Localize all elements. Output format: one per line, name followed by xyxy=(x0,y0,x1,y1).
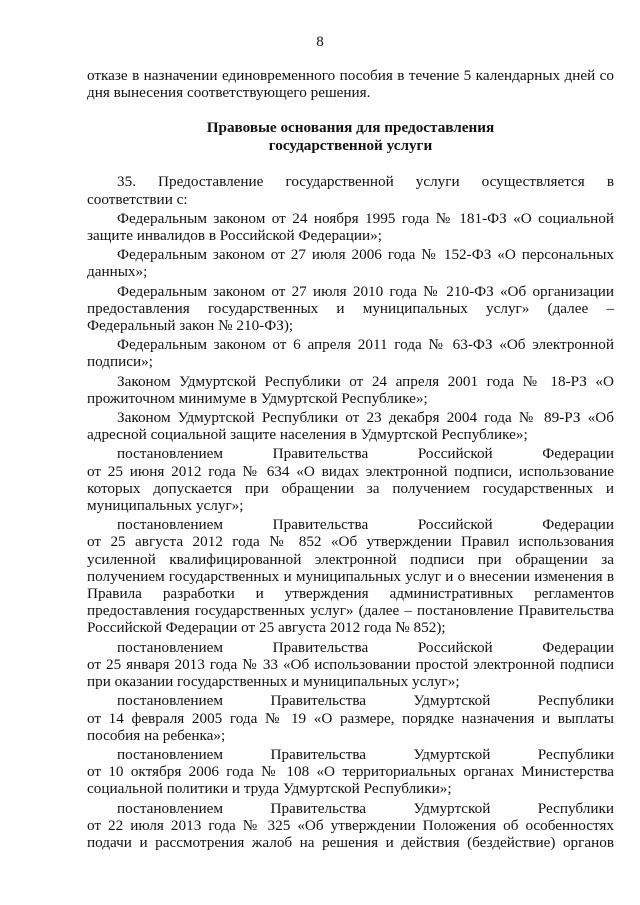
paragraph xyxy=(87,409,614,443)
text-line: постановлением Правительства Российской Федерации xyxy=(117,445,614,463)
text-line: муниципальных услуг»; xyxy=(87,497,244,515)
document-body xyxy=(87,67,614,853)
paragraph xyxy=(87,516,614,636)
text-line: социальной политики и труда Удмуртской Республики»; xyxy=(87,780,452,798)
text-line: от 25 января 2013 года № 33 «Об использовании простой электронной подписи xyxy=(87,655,614,673)
text-line: от 10 октября 2006 года № 108 «О территориальных органах Министерства xyxy=(87,763,614,781)
text-line: усиленной квалифицированной электронной подписи при обращении за xyxy=(87,550,614,568)
paragraph xyxy=(87,692,614,744)
text-line: отказе в назначении единовременного пособия в течение 5 календарных дней со xyxy=(87,67,614,84)
paragraph-list xyxy=(87,173,614,851)
text-line: Федеральным законом от 6 апреля 2011 года № 63-ФЗ «Об электронной xyxy=(117,336,614,354)
text-line: постановлением Правительства Удмуртской Республики xyxy=(117,692,614,710)
paragraph xyxy=(87,283,614,335)
paragraph xyxy=(87,336,614,370)
paragraph xyxy=(87,445,614,514)
paragraph xyxy=(87,210,614,244)
paragraph xyxy=(87,800,614,852)
text-line: постановлением Правительства Удмуртской Республики xyxy=(117,799,614,817)
intro-paragraph xyxy=(87,67,614,101)
text-line: постановлением Правительства Удмуртской Республики xyxy=(117,745,614,763)
text-line: Федеральным законом от 27 июля 2006 года № 152-ФЗ «О персональных xyxy=(117,246,614,264)
text-line: Федеральным законом от 27 июля 2010 года № 210-ФЗ «Об организации xyxy=(117,282,614,300)
text-line: 35. Предоставление государственной услуги осуществляется в xyxy=(117,173,614,191)
text-line: соответствии с: xyxy=(87,190,188,208)
text-line: которых допускается при обращении за получением государственных и xyxy=(87,479,614,497)
text-line: защите инвалидов в Российской Федерации»; xyxy=(87,227,382,245)
text-line: подписи»; xyxy=(87,353,153,371)
text-line: дня вынесения соответствующего решения. xyxy=(87,84,371,102)
paragraph xyxy=(87,373,614,407)
paragraph xyxy=(87,246,614,280)
text-line: Федеральным законом от 24 ноября 1995 года № 181-ФЗ «О социальной xyxy=(117,209,614,227)
text-line: данных»; xyxy=(87,263,148,281)
text-line: от 25 июня 2012 года № 634 «О видах электронной подписи, использование xyxy=(87,462,614,480)
text-line: пособия на ребенка»; xyxy=(87,726,226,744)
text-line: предоставления государственных услуг» (далее – постановление Правительства xyxy=(87,602,614,620)
text-line: Правила разработки и утверждения административных регламентов xyxy=(87,585,614,603)
text-line: получением государственных и муниципальных услуг и о внесении изменения в xyxy=(87,567,614,585)
paragraph xyxy=(87,639,614,691)
text-line: адресной социальной защите населения в Удмуртской Республике»; xyxy=(87,426,528,444)
page-number: 8 xyxy=(316,34,324,50)
section-heading xyxy=(87,119,614,155)
text-line: предоставления государственных и муниципальных услуг» (далее – xyxy=(87,299,614,317)
text-line: Законом Удмуртской Республики от 24 апреля 2001 года № 18-РЗ «О xyxy=(117,372,614,390)
text-line: подачи и рассмотрения жалоб на решения и действия (бездействие) органов xyxy=(87,833,614,851)
text-line: государственной услуги xyxy=(268,137,433,155)
paragraph xyxy=(87,173,614,207)
text-line: Правовые основания для предоставления xyxy=(206,119,495,137)
text-line: от 22 июля 2013 года № 325 «Об утверждении Положения об особенностях xyxy=(87,816,614,834)
text-line: прожиточном минимуме в Удмуртской Республике»; xyxy=(87,389,428,407)
paragraph xyxy=(87,746,614,798)
text-line: Российской Федерации от 25 августа 2012 года № 852); xyxy=(87,619,446,637)
text-line: постановлением Правительства Российской Федерации xyxy=(117,638,614,656)
text-line: Федеральный закон № 210-ФЗ); xyxy=(87,317,294,335)
text-line: от 14 февраля 2005 года № 19 «О размере, порядке назначения и выплаты xyxy=(87,709,614,727)
text-line: Законом Удмуртской Республики от 23 декабря 2004 года № 89-РЗ «Об xyxy=(117,409,614,427)
text-line: от 25 августа 2012 года № 852 «Об утверждении Правил использования xyxy=(87,533,614,551)
text-line: при оказании государственных и муниципальных услуг»; xyxy=(87,673,460,691)
text-line: постановлением Правительства Российской Федерации xyxy=(117,516,614,534)
